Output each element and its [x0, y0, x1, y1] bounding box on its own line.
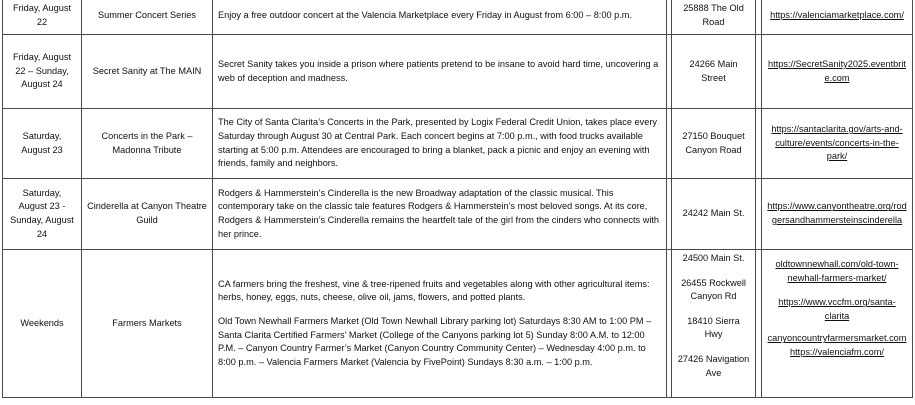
table-row — [3, 109, 913, 179]
event-address: 27150 Bouquet Canyon Road — [672, 109, 756, 179]
table-row — [3, 179, 913, 250]
event-name: Concerts in the Park – Madonna Tribute — [82, 109, 213, 179]
event-date: Friday, August 22 – Sunday, August 24 — [3, 35, 82, 109]
event-description: The City of Santa Clarita’s Concerts in the Park, presented by Logix Federal Credit Union, takes place every Saturday through August 30 at Central Park. Each concert begins at 7:00 p.m., with food trucks available starting at 5:00 p.m. Attendees are encouraged to bring a blanket, pack a picnic and enjoy an evening with friends, family and neighbors. — [213, 109, 667, 179]
event-link[interactable]: https://santaclarita.gov/arts-and-culture/events/concerts-in-the-park/ — [771, 124, 903, 162]
event-url-cell — [762, 109, 913, 179]
event-url-cell — [762, 0, 913, 35]
event-link[interactable]: https://valenciafm.com/ — [790, 346, 884, 357]
event-description: Rodgers & Hammerstein’s Cinderella is the new Broadway adaptation of the classic musical. This contemporary take on the classic tale features Rodgers & Hammerstein’s most beloved songs. At its core, Rodgers & Hammerstein’s Cinderella remains the heartfelt tale of the girl from the cinders who connects with her prince. — [213, 179, 667, 250]
event-link[interactable]: https://SecretSanity2025.eventbrite.com — [768, 58, 906, 83]
event-description: Enjoy a free outdoor concert at the Valencia Marketplace every Friday in August from 6:00 – 8:00 p.m. — [213, 0, 667, 35]
description-paragraph: CA farmers bring the freshest, vine & tree-ripened fruits and vegetables along with other agricultural items: herbs, honey, eggs, nuts, cheese, olive oil, jams, flowers, and potted plants. — [218, 278, 650, 303]
event-link[interactable]: https://www.canyontheatre.org/rodgersandhammersteinscinderella — [767, 201, 907, 225]
event-name: Cinderella at Canyon Theatre Guild — [82, 179, 213, 250]
event-address: 24242 Main St. — [672, 179, 756, 250]
event-description: Secret Sanity takes you inside a prison where patients pretend to be insane to avoid hard time, uncovering a web of deception and madness. — [213, 35, 667, 109]
event-name: Secret Sanity at The MAIN — [82, 35, 213, 109]
event-date: Friday, August 22 — [3, 0, 82, 35]
event-link[interactable]: https://www.vccfm.org/santa-clarita — [778, 297, 896, 321]
event-address: 25888 The Old Road — [672, 0, 756, 35]
event-description — [213, 250, 667, 398]
event-name: Summer Concert Series — [82, 0, 213, 35]
event-date: Saturday, August 23 — [3, 109, 82, 179]
event-address — [672, 250, 756, 398]
event-address: 24266 Main Street — [672, 35, 756, 109]
description-paragraph: Old Town Newhall Farmers Market (Old Town Newhall Library parking lot) Saturdays 8:30 AM to 1:00 PM – Santa Clarita Certified Farmers’ Market (College of the Canyons parking lot 5) Sunday 8:00 A.M. to 12:00 P.M. – Canyon Country Farmer’s Market (Canyon Country Community Center) – Wednesday 4:00 p.m. to 8:00 p.m. – Valencia Farmers Market (Valencia by FivePoint) Sundays 8:30 a.m. – 1:00 p.m. — [218, 315, 652, 367]
event-name: Farmers Markets — [82, 250, 213, 398]
table-row — [3, 250, 913, 398]
event-link[interactable]: https://valenciamarketplace.com/ — [770, 10, 904, 21]
address-item: 27426 Navigation Ave — [677, 353, 750, 378]
event-url-cell — [762, 250, 913, 398]
event-link[interactable]: canyoncountryfarmersmarket.com — [767, 333, 907, 344]
address-item: 24500 Main St. — [682, 253, 745, 263]
table-row — [3, 0, 913, 35]
event-url-cell — [762, 35, 913, 109]
address-item: 18410 Sierra Hwy — [687, 315, 740, 340]
address-item: 26455 Rockwell Canyon Rd — [681, 277, 746, 302]
event-date: Weekends — [3, 250, 82, 398]
event-url-cell — [762, 179, 913, 250]
table-row — [3, 35, 913, 109]
events-table — [2, 0, 913, 398]
event-date: Saturday, August 23 - Sunday, August 24 — [3, 179, 82, 250]
event-link[interactable]: oldtownnewhall.com/old-town-newhall-farmers-market/ — [775, 259, 899, 283]
